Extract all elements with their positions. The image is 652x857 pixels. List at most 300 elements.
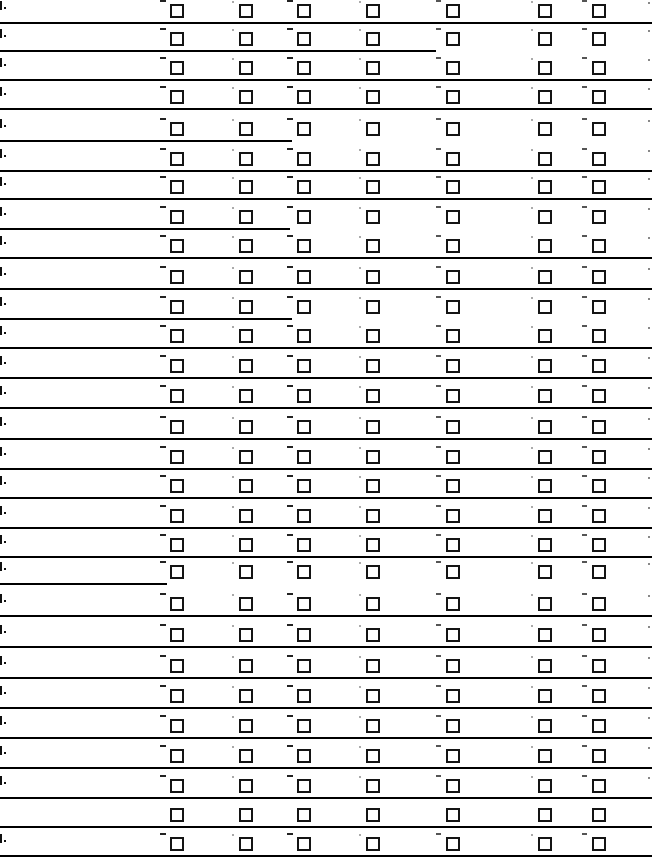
col-7-tick-mark	[582, 561, 587, 563]
col-1-tick-mark	[160, 266, 166, 268]
checkbox-row12-col4[interactable]	[366, 329, 380, 343]
checkbox-row25-col3[interactable]	[297, 719, 311, 733]
checkbox-row21-col3[interactable]	[297, 597, 311, 611]
col-6-tick-mark	[531, 476, 533, 478]
row-4-fill-line	[0, 108, 652, 110]
col-7-tick-mark	[582, 475, 587, 477]
checkbox-row19-col2[interactable]	[239, 538, 253, 552]
checkbox-row7-col3[interactable]	[297, 180, 311, 194]
col-3-tick-mark	[287, 475, 293, 477]
row-15-fill-line	[0, 438, 652, 440]
checkbox-row20-col6[interactable]	[538, 565, 552, 579]
checkbox-row19-col5[interactable]	[446, 538, 460, 552]
checkbox-row4-col4[interactable]	[366, 90, 380, 104]
checkbox-row3-col1[interactable]	[170, 61, 184, 75]
checkbox-row14-col5[interactable]	[446, 389, 460, 403]
checkbox-row1-col4[interactable]	[366, 4, 380, 18]
col-7-tick-mark	[582, 593, 587, 595]
row-25-clipped-label-dot	[4, 722, 6, 724]
checkbox-row2-col5[interactable]	[446, 32, 460, 46]
checkbox-row3-col5[interactable]	[446, 61, 460, 75]
col-6-tick-mark	[531, 149, 533, 151]
checkbox-row28-col5[interactable]	[446, 808, 460, 822]
checkbox-row25-col7[interactable]	[592, 719, 606, 733]
checkbox-row27-col6[interactable]	[538, 779, 552, 793]
checkbox-row15-col3[interactable]	[297, 420, 311, 434]
col-6-tick-mark	[531, 506, 533, 508]
checkbox-row9-col5[interactable]	[446, 239, 460, 253]
checkbox-row28-col6[interactable]	[538, 808, 552, 822]
checkbox-row5-col4[interactable]	[366, 122, 380, 136]
row-10-clipped-label-dot	[4, 273, 6, 275]
checkbox-row1-col5[interactable]	[446, 4, 460, 18]
checkbox-row3-col3[interactable]	[297, 61, 311, 75]
row-16-right-clip-mark	[648, 448, 650, 450]
checkbox-row12-col5[interactable]	[446, 329, 460, 343]
checkbox-row13-col1[interactable]	[170, 359, 184, 373]
col-7-tick-mark	[582, 624, 587, 626]
checkbox-row4-col1[interactable]	[170, 90, 184, 104]
checkbox-row5-col2[interactable]	[239, 122, 253, 136]
col-1-tick-mark	[160, 28, 166, 30]
col-4-tick-mark	[359, 447, 361, 449]
col-2-tick-mark	[232, 625, 234, 627]
checkbox-row27-col2[interactable]	[239, 779, 253, 793]
col-1-tick-mark	[160, 833, 166, 835]
checkbox-row19-col6[interactable]	[538, 538, 552, 552]
col-4-tick-mark	[359, 267, 361, 269]
row-10-fill-line	[0, 288, 652, 290]
col-7-tick-mark	[582, 296, 587, 298]
checkbox-row24-col3[interactable]	[297, 689, 311, 703]
checkbox-row26-col1[interactable]	[170, 749, 184, 763]
checkbox-row27-col1[interactable]	[170, 779, 184, 793]
checkbox-row29-col2[interactable]	[239, 837, 253, 851]
checkbox-row14-col7[interactable]	[592, 389, 606, 403]
row-23-clipped-label-dot	[4, 662, 6, 664]
checkbox-row4-col6[interactable]	[538, 90, 552, 104]
checkbox-row11-col4[interactable]	[366, 300, 380, 314]
row-23-right-clip-mark	[648, 657, 650, 659]
checkbox-row17-col7[interactable]	[592, 479, 606, 493]
col-2-tick-mark	[232, 177, 234, 179]
checkbox-row27-col7[interactable]	[592, 779, 606, 793]
checkbox-row28-col4[interactable]	[366, 808, 380, 822]
row-24-fill-line	[0, 707, 652, 709]
checkbox-row8-col5[interactable]	[446, 210, 460, 224]
col-7-tick-mark	[582, 416, 587, 418]
col-1-tick-mark	[160, 0, 166, 2]
checkbox-row12-col2[interactable]	[239, 329, 253, 343]
checkbox-row24-col1[interactable]	[170, 689, 184, 703]
checkbox-row25-col6[interactable]	[538, 719, 552, 733]
checkbox-row8-col7[interactable]	[592, 210, 606, 224]
checkbox-row12-col6[interactable]	[538, 329, 552, 343]
col-7-tick-mark	[582, 28, 587, 30]
checkbox-row2-col4[interactable]	[366, 32, 380, 46]
col-5-tick-mark	[436, 266, 441, 268]
col-6-tick-mark	[531, 386, 533, 388]
col-4-tick-mark	[359, 207, 361, 209]
row-18-fill-line	[0, 527, 652, 529]
checkbox-row8-col2[interactable]	[239, 210, 253, 224]
checkbox-row26-col3[interactable]	[297, 749, 311, 763]
checkbox-row22-col1[interactable]	[170, 628, 184, 642]
col-5-tick-mark	[436, 833, 441, 835]
col-4-tick-mark	[359, 716, 361, 718]
checkbox-row17-col2[interactable]	[239, 479, 253, 493]
checkbox-row8-col4[interactable]	[366, 210, 380, 224]
col-7-tick-mark	[582, 206, 587, 208]
checkbox-row21-col6[interactable]	[538, 597, 552, 611]
col-1-tick-mark	[160, 775, 166, 777]
checkbox-row23-col2[interactable]	[239, 659, 253, 673]
checkbox-row15-col1[interactable]	[170, 420, 184, 434]
row-17-clipped-label-dot	[4, 482, 6, 484]
checkbox-row26-col5[interactable]	[446, 749, 460, 763]
col-6-tick-mark	[531, 656, 533, 658]
col-5-tick-mark	[436, 118, 441, 120]
row-11-right-clip-mark	[648, 298, 650, 300]
col-2-tick-mark	[232, 716, 234, 718]
col-5-tick-mark	[436, 655, 441, 657]
col-1-tick-mark	[160, 446, 166, 448]
col-3-tick-mark	[287, 296, 293, 298]
row-15-right-clip-mark	[648, 418, 650, 420]
checkbox-row20-col1[interactable]	[170, 565, 184, 579]
checkbox-row19-col7[interactable]	[592, 538, 606, 552]
row-7-fill-line	[0, 198, 652, 200]
checkbox-row29-col1[interactable]	[170, 837, 184, 851]
checkbox-row4-col5[interactable]	[446, 90, 460, 104]
row-19-clipped-label-mark	[0, 535, 2, 544]
col-1-tick-mark	[160, 296, 166, 298]
col-7-tick-mark	[582, 0, 587, 2]
checkbox-row6-col4[interactable]	[366, 152, 380, 166]
checkbox-row13-col4[interactable]	[366, 359, 380, 373]
checkbox-row9-col1[interactable]	[170, 239, 184, 253]
checkbox-row3-col7[interactable]	[592, 61, 606, 75]
row-23-fill-line	[0, 677, 652, 679]
row-7-clipped-label-dot	[4, 183, 6, 185]
checkbox-row18-col6[interactable]	[538, 509, 552, 523]
checkbox-row21-col5[interactable]	[446, 597, 460, 611]
checkbox-row2-col1[interactable]	[170, 32, 184, 46]
checkbox-row13-col3[interactable]	[297, 359, 311, 373]
checkbox-row21-col4[interactable]	[366, 597, 380, 611]
checkbox-row8-col3[interactable]	[297, 210, 311, 224]
checkbox-row16-col3[interactable]	[297, 450, 311, 464]
checkbox-row20-col4[interactable]	[366, 565, 380, 579]
col-4-tick-mark	[359, 535, 361, 537]
checkbox-row22-col2[interactable]	[239, 628, 253, 642]
checkbox-row10-col1[interactable]	[170, 270, 184, 284]
checkbox-row17-col6[interactable]	[538, 479, 552, 493]
checkbox-row10-col5[interactable]	[446, 270, 460, 284]
checkbox-row18-col2[interactable]	[239, 509, 253, 523]
checkbox-row29-col3[interactable]	[297, 837, 311, 851]
checkbox-row2-col6[interactable]	[538, 32, 552, 46]
checkbox-row7-col6[interactable]	[538, 180, 552, 194]
checkbox-row6-col7[interactable]	[592, 152, 606, 166]
checkbox-row3-col4[interactable]	[366, 61, 380, 75]
row-11-clipped-label-mark	[0, 297, 2, 306]
checkbox-row1-col7[interactable]	[592, 4, 606, 18]
checkbox-row8-col1[interactable]	[170, 210, 184, 224]
checkbox-row23-col1[interactable]	[170, 659, 184, 673]
checkbox-row4-col3[interactable]	[297, 90, 311, 104]
checkbox-row6-col2[interactable]	[239, 152, 253, 166]
checkbox-row9-col4[interactable]	[366, 239, 380, 253]
checkbox-row12-col1[interactable]	[170, 329, 184, 343]
checkbox-row8-col6[interactable]	[538, 210, 552, 224]
col-1-tick-mark	[160, 685, 166, 687]
checkbox-row18-col3[interactable]	[297, 509, 311, 523]
checkbox-row25-col1[interactable]	[170, 719, 184, 733]
checkbox-row11-col6[interactable]	[538, 300, 552, 314]
checkbox-row15-col7[interactable]	[592, 420, 606, 434]
checkbox-row23-col4[interactable]	[366, 659, 380, 673]
checkbox-row21-col2[interactable]	[239, 597, 253, 611]
col-2-tick-mark	[232, 267, 234, 269]
checkbox-row29-col5[interactable]	[446, 837, 460, 851]
checkbox-row2-col2[interactable]	[239, 32, 253, 46]
col-6-tick-mark	[531, 177, 533, 179]
checkbox-row4-col2[interactable]	[239, 90, 253, 104]
checkbox-row11-col1[interactable]	[170, 300, 184, 314]
checkbox-row4-col7[interactable]	[592, 90, 606, 104]
col-5-tick-mark	[436, 0, 441, 2]
checkbox-row16-col4[interactable]	[366, 450, 380, 464]
checkbox-row17-col5[interactable]	[446, 479, 460, 493]
row-5-clipped-label-dot	[4, 125, 6, 127]
checkbox-row10-col7[interactable]	[592, 270, 606, 284]
checkbox-row19-col3[interactable]	[297, 538, 311, 552]
checkbox-row13-col2[interactable]	[239, 359, 253, 373]
checkbox-row11-col3[interactable]	[297, 300, 311, 314]
checkbox-row23-col6[interactable]	[538, 659, 552, 673]
checkbox-row15-col5[interactable]	[446, 420, 460, 434]
checkbox-row16-col5[interactable]	[446, 450, 460, 464]
checkbox-row10-col6[interactable]	[538, 270, 552, 284]
checkbox-row1-col3[interactable]	[297, 4, 311, 18]
col-5-tick-mark	[436, 593, 441, 595]
checkbox-row15-col6[interactable]	[538, 420, 552, 434]
checkbox-row24-col2[interactable]	[239, 689, 253, 703]
checkbox-row22-col6[interactable]	[538, 628, 552, 642]
checkbox-row20-col7[interactable]	[592, 565, 606, 579]
checkbox-row26-col6[interactable]	[538, 749, 552, 763]
checkbox-row6-col3[interactable]	[297, 152, 311, 166]
checkbox-row21-col7[interactable]	[592, 597, 606, 611]
checkbox-row19-col4[interactable]	[366, 538, 380, 552]
checkbox-row19-col1[interactable]	[170, 538, 184, 552]
row-1-right-clip-mark	[648, 2, 650, 4]
checkbox-row9-col2[interactable]	[239, 239, 253, 253]
checkbox-row18-col7[interactable]	[592, 509, 606, 523]
col-6-tick-mark	[531, 58, 533, 60]
checkbox-row17-col4[interactable]	[366, 479, 380, 493]
col-5-tick-mark	[436, 416, 441, 418]
row-3-clipped-label-mark	[0, 58, 2, 67]
checkbox-row27-col3[interactable]	[297, 779, 311, 793]
col-7-tick-mark	[582, 355, 587, 357]
col-3-tick-mark	[287, 206, 293, 208]
col-5-tick-mark	[436, 57, 441, 59]
checkbox-row23-col5[interactable]	[446, 659, 460, 673]
col-2-tick-mark	[232, 506, 234, 508]
row-24-clipped-label-mark	[0, 686, 2, 695]
col-6-tick-mark	[531, 625, 533, 627]
checkbox-row28-col7[interactable]	[592, 808, 606, 822]
checkbox-row5-col1[interactable]	[170, 122, 184, 136]
checkbox-row22-col4[interactable]	[366, 628, 380, 642]
checkbox-row26-col2[interactable]	[239, 749, 253, 763]
checkbox-row15-col2[interactable]	[239, 420, 253, 434]
checkbox-row24-col5[interactable]	[446, 689, 460, 703]
checkbox-row15-col4[interactable]	[366, 420, 380, 434]
col-6-tick-mark	[531, 29, 533, 31]
checkbox-row14-col2[interactable]	[239, 389, 253, 403]
checkbox-row24-col4[interactable]	[366, 689, 380, 703]
checkbox-row16-col1[interactable]	[170, 450, 184, 464]
checkbox-row28-col1[interactable]	[170, 808, 184, 822]
checkbox-row26-col7[interactable]	[592, 749, 606, 763]
row-9-right-clip-mark	[648, 237, 650, 239]
checkbox-row13-col5[interactable]	[446, 359, 460, 373]
checkbox-row6-col5[interactable]	[446, 152, 460, 166]
checkbox-row10-col4[interactable]	[366, 270, 380, 284]
checkbox-row18-col5[interactable]	[446, 509, 460, 523]
checkbox-row6-col1[interactable]	[170, 152, 184, 166]
checkbox-row29-col6[interactable]	[538, 837, 552, 851]
checkbox-row7-col7[interactable]	[592, 180, 606, 194]
col-4-tick-mark	[359, 87, 361, 89]
checkbox-row16-col7[interactable]	[592, 450, 606, 464]
checkbox-row1-col6[interactable]	[538, 4, 552, 18]
checkbox-row9-col6[interactable]	[538, 239, 552, 253]
col-1-tick-mark	[160, 176, 166, 178]
checkbox-row10-col3[interactable]	[297, 270, 311, 284]
checkbox-row5-col3[interactable]	[297, 122, 311, 136]
row-16-clipped-label-mark	[0, 447, 2, 456]
checkbox-row13-col6[interactable]	[538, 359, 552, 373]
checkbox-row7-col2[interactable]	[239, 180, 253, 194]
checkbox-row14-col1[interactable]	[170, 389, 184, 403]
checkbox-row12-col7[interactable]	[592, 329, 606, 343]
checkbox-row17-col1[interactable]	[170, 479, 184, 493]
checkbox-row9-col3[interactable]	[297, 239, 311, 253]
col-5-tick-mark	[436, 235, 441, 237]
checkbox-row14-col4[interactable]	[366, 389, 380, 403]
col-6-tick-mark	[531, 267, 533, 269]
checkbox-row3-col6[interactable]	[538, 61, 552, 75]
checkbox-row20-col2[interactable]	[239, 565, 253, 579]
checkbox-row14-col6[interactable]	[538, 389, 552, 403]
checkbox-row2-col3[interactable]	[297, 32, 311, 46]
checkbox-row10-col2[interactable]	[239, 270, 253, 284]
checkbox-row22-col3[interactable]	[297, 628, 311, 642]
checkbox-row5-col6[interactable]	[538, 122, 552, 136]
checkbox-row21-col1[interactable]	[170, 597, 184, 611]
checkbox-row7-col4[interactable]	[366, 180, 380, 194]
checkbox-row28-col2[interactable]	[239, 808, 253, 822]
checkbox-row27-col4[interactable]	[366, 779, 380, 793]
checkbox-row11-col2[interactable]	[239, 300, 253, 314]
checkbox-row29-col7[interactable]	[592, 837, 606, 851]
row-6-clipped-label-dot	[4, 155, 6, 157]
checkbox-row2-col7[interactable]	[592, 32, 606, 46]
row-27-fill-line	[0, 797, 652, 799]
checkbox-row6-col6[interactable]	[538, 152, 552, 166]
checkbox-row29-col4[interactable]	[366, 837, 380, 851]
row-24-right-clip-mark	[648, 687, 650, 689]
checkbox-row5-col5[interactable]	[446, 122, 460, 136]
checkbox-row1-col1[interactable]	[170, 4, 184, 18]
row-5-clipped-label-mark	[0, 119, 2, 128]
checkbox-row7-col1[interactable]	[170, 180, 184, 194]
checkbox-row28-col3[interactable]	[297, 808, 311, 822]
checkbox-row25-col5[interactable]	[446, 719, 460, 733]
checkbox-row1-col2[interactable]	[239, 4, 253, 18]
checkbox-row5-col7[interactable]	[592, 122, 606, 136]
row-2-clipped-label-dot	[4, 35, 6, 37]
row-21-fill-line	[0, 615, 652, 617]
checkbox-row27-col5[interactable]	[446, 779, 460, 793]
col-3-tick-mark	[287, 57, 293, 59]
checkbox-row11-col5[interactable]	[446, 300, 460, 314]
checkbox-row9-col7[interactable]	[592, 239, 606, 253]
checkbox-row23-col3[interactable]	[297, 659, 311, 673]
col-4-tick-mark	[359, 297, 361, 299]
checkbox-row20-col3[interactable]	[297, 565, 311, 579]
checkbox-row3-col2[interactable]	[239, 61, 253, 75]
checkbox-row16-col2[interactable]	[239, 450, 253, 464]
col-4-tick-mark	[359, 356, 361, 358]
col-3-tick-mark	[287, 118, 293, 120]
col-5-tick-mark	[436, 685, 441, 687]
col-3-tick-mark	[287, 655, 293, 657]
checkbox-row25-col4[interactable]	[366, 719, 380, 733]
row-27-clipped-label-mark	[0, 776, 2, 785]
checkbox-row26-col4[interactable]	[366, 749, 380, 763]
col-2-tick-mark	[232, 356, 234, 358]
col-3-tick-mark	[287, 685, 293, 687]
checkbox-row23-col7[interactable]	[592, 659, 606, 673]
checkbox-row16-col6[interactable]	[538, 450, 552, 464]
checkbox-row25-col2[interactable]	[239, 719, 253, 733]
checkbox-row11-col7[interactable]	[592, 300, 606, 314]
checkbox-row17-col3[interactable]	[297, 479, 311, 493]
col-5-tick-mark	[436, 385, 441, 387]
checkbox-row24-col6[interactable]	[538, 689, 552, 703]
checkbox-row24-col7[interactable]	[592, 689, 606, 703]
col-4-tick-mark	[359, 177, 361, 179]
checkbox-row20-col5[interactable]	[446, 565, 460, 579]
col-3-tick-mark	[287, 28, 293, 30]
checkbox-row22-col7[interactable]	[592, 628, 606, 642]
checkbox-row14-col3[interactable]	[297, 389, 311, 403]
col-6-tick-mark	[531, 119, 533, 121]
checkbox-row22-col5[interactable]	[446, 628, 460, 642]
checkbox-row12-col3[interactable]	[297, 329, 311, 343]
row-18-clipped-label-mark	[0, 506, 2, 515]
checkbox-row18-col1[interactable]	[170, 509, 184, 523]
checkbox-row7-col5[interactable]	[446, 180, 460, 194]
checkbox-row13-col7[interactable]	[592, 359, 606, 373]
checkbox-row18-col4[interactable]	[366, 509, 380, 523]
col-3-tick-mark	[287, 775, 293, 777]
